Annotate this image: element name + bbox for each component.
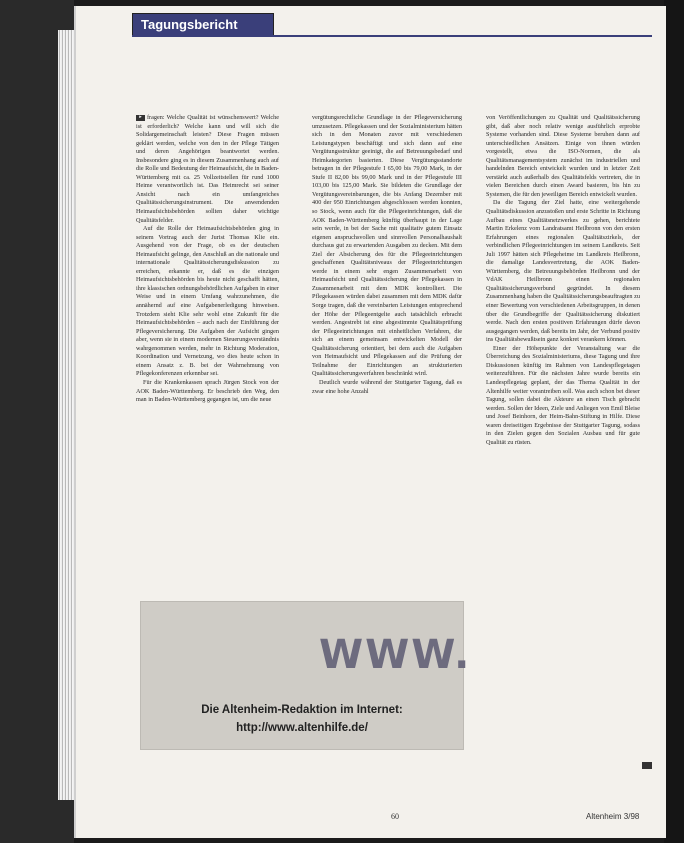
paragraph: Da die Tagung der Ziel hatte, eine weitergehende Qualitätsdiskussion anzustoßen und erste Schritte in Richtung Aufbau eines Qualitätsnetzwerkes zu gehen, berichtete Martin Erkelenz vom Landratsamt Heilbronn von den ersten Erfahrungen eines regionalen Qualitätszirkels, der verbindlichen Pflegeeinrichtungen im seinem Landkreis. Seit Juli 1997 hätten sich Pflegeheime im Landkreis Heilbronn, die damalige Landesvertretung, die AOK Baden-Württemberg, die Betreuungsbehörden Heilbronn und der VdAK Heilbronn einen regionalen Qualitätssicherungsverbund gegründet. In diesem Zusammenhang haben die Qualitätssicherungsbeauftragten zu einer Bewertung von verschiedenen Arbeitsgruppen, in denen über die Grundbegriffe der Qualitätssicherung diskutiert werde. Nach den ersten positiven Erfahrungen dürfe davon ausgegangen werden, daß bereits im Jahr, der Verbund positiv ins Qualitätsbewußtsein ganz konkret verankern können. xyxy=(486,199,640,344)
paragraph: Für die Krankenkassen sprach Jürgen Stock von der AOK Baden-Württemberg. Er beschrieb den Weg, den man in Baden-Württemberg gegangen ist, um die neue xyxy=(136,378,279,404)
paragraph: Auf die Rolle der Heimaufsichtsbehörden ging in seinem Vortrag auch der Jurist Thomas Klie ein. Ausgehend von der Frage, ob es der deutschen Heimaufsicht gelinge, den Anschluß an die nationale und internationale Qualitätssicherungsdiskussion zu erreichen, erkannte er, daß es die einzigen Heimaufsichtsbehörden bis heute nicht geschafft hätten, ihre klassischen ordnungsbehördlichen Aufgaben in einer Weise und in einem Umfang wahrzunehmen, die annähernd auf eine Aufgabenerledigung hinweisen. Trotzdem sieht Klie sehr wohl eine Zukunft für die Heimaufsichtsbehörden – auch nach der Einführung der Pflegeversicherung. Die Aufgaben der Aufsicht gingen aber, wenn sie in einem modernen Steuerungsverständnis wahrgenommen werden, mehr in Richtung Moderation, Koordination und Vernetzung, wo dies heute schon in einem Ansatz z. B. bei der Wahrnehmung von Pflegekonferenzen erkennbar sei. xyxy=(136,225,279,378)
ad-url: http://www.altenhilfe.de/ xyxy=(236,722,368,734)
paragraph: fragen: Welche Qualität ist wünschenswert? Welche ist erforderlich? Welche kann und will sich die Solidargemeinschaft leisten? Diese Fragen müssen geklärt werden, welche von den in der Pflege Tätigen und deren Angehörigen beantwortet werden. Insbesondere ging es in diesem Zusammenhang auch auf die Rolle und Bedeutung der Heimaufsicht, die in Baden-Württemberg mit ca. 25 Vollzeitstellen für rund 1000 Heime verantwortlich ist. Das Heimrecht sei seiner Ansicht nach ein umfangreiches Qualitätssicherungsinstrument. Die anwendenden Heimaufsichtsbehörden sollten daher wichtige Qualitätsfelder. xyxy=(136,114,279,224)
paragraph: Einer der Höhepunkte der Veranstaltung war die Überreichung des Sozialministeriums, diese Tagung und ihre Diskussionen künftig im Rahmen von Landespflegetagen weiterzuführen. Für die nächsten Jahre wurde bereits ein Landespflegetag geplant, der das Thema Qualität in der Altenhilfe weiter vorantreiben soll. Was auch schon bei dieser Tagung, sollen dabei die Akteure an einen Tisch gebracht werden. Sollen der Ideen, Ziele und Anliegen von Emil Bleise und Josef Beinhorn, der Heim-Bahn-Stiftung in Hilfe. Diese waren dreiseitigen Ergebnisse der Stuttgarter Tagung, sodass in den Zielen gegen den Sozialen Ausbau und für gute Qualität zu rüsten. xyxy=(486,344,640,446)
internet-ad-box xyxy=(140,601,472,750)
page-edges xyxy=(58,30,74,800)
text-column-2 xyxy=(312,114,462,592)
end-of-article-icon xyxy=(642,762,652,769)
section-title: Tagungsbericht xyxy=(141,17,238,32)
continuation-marker-icon: ▸ xyxy=(136,115,145,121)
header-rule xyxy=(132,35,652,37)
magazine-issue: Altenheim 3/98 xyxy=(586,812,640,821)
magazine-page xyxy=(74,6,666,838)
page-number: 60 xyxy=(391,812,399,821)
text-column-3 xyxy=(486,114,640,769)
text-column-1 xyxy=(136,114,279,592)
section-header xyxy=(132,13,274,37)
paragraph: von Veröffentlichungen zu Qualität und Qualitätssicherung gibt, daß aber noch relativ wenige ausführlich erprobte Systeme vorhanden sind. Diese Systeme beruhen dann auf unterschiedlichen Ansätzen. Einige von ihnen würden vorgestellt, etwa die ISO-Normen, die als Qualitätsmanagementsystem zunächst im industriellen und handelnden Bereich entwickelt wurden und in letzter Zeit verstärkt auch außerhalb des Qualitätsfelds vertreten, die in vielen Bereichen durch einen Award basieren, bis hin zu Systemen, die für den jeweiligen Bereich entwickelt wurden. xyxy=(486,114,640,198)
right-edge-shadow xyxy=(664,0,684,843)
paragraph: vergütungsrechtliche Grundlage in der Pflegeversicherung umzusetzen. Pflegekassen und der Sozialministerium hätten sich in den Monaten zuvor mit verschiedenen Leistungstypen beschäftigt und sich dann auf eine Vergütungsstruktur geeinigt, die auf Betreuungsbedarf und Heimkategorien basierten. Diese Vergütungsstandorte betragen in der Pflegestufe I 65,00 bis 79,00 Mark, in der Stufe II 82,00 bis 99,00 Mark und in der Pflegestufe III 103,00 bis 125,00 Mark. Sie bildeten die Grundlage der Vergütungsvereinbarungen, die bis Anfang Dezember mit 400 der 950 Einrichtungen abgeschlossen werden konnten, so Stock, wenn auch für die Pflegeeinrichtungen, daß die AOK Baden-Württemberg künftig überhaupt in der Lage sein werde, in bei der Sache mit qualitativ gutem Einsatz eigenen anspruchsvollen und sinnvollen Personalhaushalt durchaus gut zu erwartenden Ausgaben zu decken. Mit dem Ziel der Absicherung des für die Pflegeeinrichtungen geschaffenen Qualitätsniveaus der Pflegeeinrichtungen werde in einem sehr engen Zusammenarbeit von Heimaufsicht und Qualitätssicherung der Pflegekassen in Zusammenarbeit mit dem MDK kontrolliert. Die Pflegekassen würden dabei zusammen mit dem MDK dafür Sorge tragen, daß die vereinbarten Leistungen entsprechend der Höhe der Pflegeentgelte auch tatsächlich erbracht werden. Angestrebt ist eine abgestimmte Qualitätsprüfung der Pflegeeinrichtungen mit einheitlichen Verfahren, die sich an einem gemeinsam entwickelten Modell der Qualitätssicherung orientiert, bei dem auch die Aufgaben von Heimaufsicht und Pflegekassen auf die Prüfung der Teilnahme der Einrichtungen an strukturierten Qualitätssicherungsverfahren beschränkt wird. xyxy=(312,114,462,378)
ad-www-heading: WWW. xyxy=(319,632,472,678)
ad-title: Die Altenheim-Redaktion im Internet: xyxy=(201,704,403,716)
paragraph: Deutlich wurde während der Stuttgarter Tagung, daß es zwar eine hohe Anzahl xyxy=(312,378,462,395)
